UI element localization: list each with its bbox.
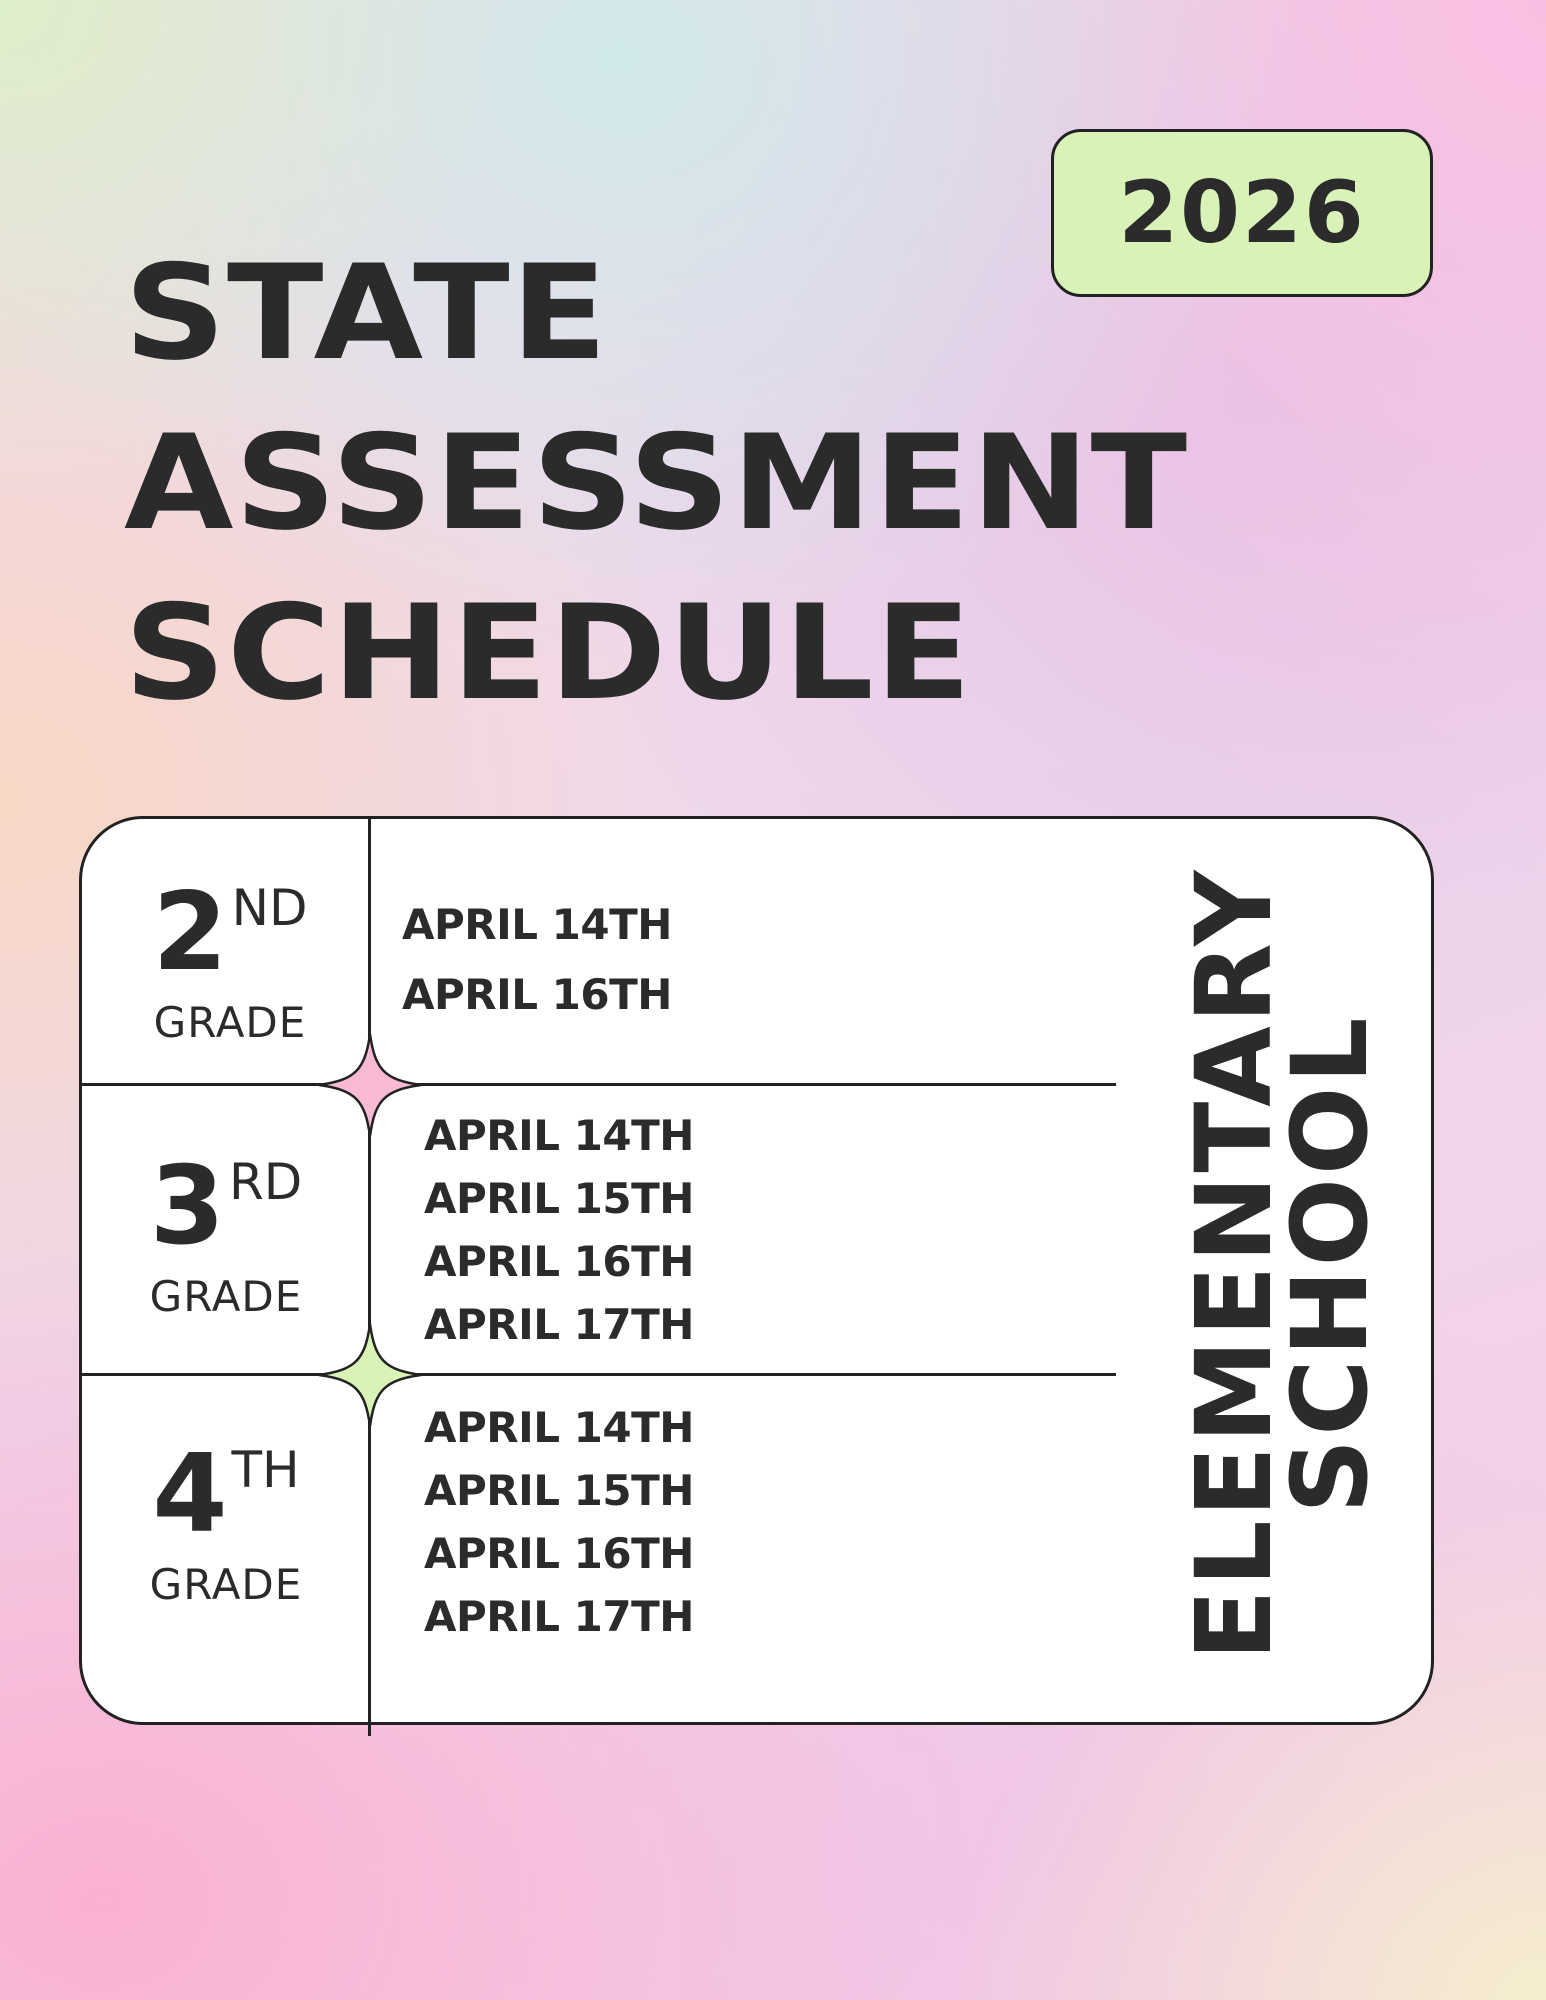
green-sparkle-icon: [315, 1320, 425, 1430]
date-item: APRIL 17TH: [424, 1300, 694, 1349]
title-line-1: STATE: [124, 236, 609, 389]
grade-label: GRADE: [149, 1272, 303, 1321]
title-line-3: SCHEDULE: [124, 576, 973, 729]
side-label-line-1: ELEMENTARY: [1173, 867, 1295, 1661]
grade-4-dates: [424, 1396, 694, 1648]
grade-suffix: TH: [231, 1441, 300, 1499]
date-item: APRIL 16TH: [424, 1529, 694, 1578]
row-divider-1: [79, 1083, 1116, 1086]
grade-suffix: RD: [228, 1153, 303, 1211]
grade-3-dates: [424, 1104, 694, 1356]
grade-label: GRADE: [153, 998, 307, 1047]
year-text: 2026: [1118, 163, 1366, 263]
date-item: APRIL 17TH: [424, 1592, 694, 1641]
date-item: APRIL 16TH: [402, 970, 672, 1019]
title-line-2: ASSESSMENT: [124, 406, 1189, 559]
date-item: APRIL 15TH: [424, 1174, 694, 1223]
grade-number: 3: [149, 1144, 225, 1269]
page-title: [124, 228, 1189, 738]
grade-4-heading: [96, 1432, 356, 1610]
date-item: APRIL 16TH: [424, 1237, 694, 1286]
vertical-divider: [368, 816, 371, 1736]
date-item: APRIL 14TH: [424, 1111, 694, 1160]
grade-suffix: ND: [231, 879, 308, 937]
date-item: APRIL 14TH: [402, 900, 672, 949]
grade-number: 4: [152, 1432, 228, 1557]
row-divider-2: [79, 1373, 1116, 1376]
grade-2-dates: [402, 890, 672, 1030]
grade-2-heading: [100, 870, 360, 1048]
side-label-line-2: SCHOOL: [1269, 1014, 1391, 1514]
grade-3-heading: [96, 1144, 356, 1322]
date-item: APRIL 14TH: [424, 1403, 694, 1452]
grade-number: 2: [152, 870, 228, 995]
date-item: APRIL 15TH: [424, 1466, 694, 1515]
grade-label: GRADE: [149, 1560, 303, 1609]
